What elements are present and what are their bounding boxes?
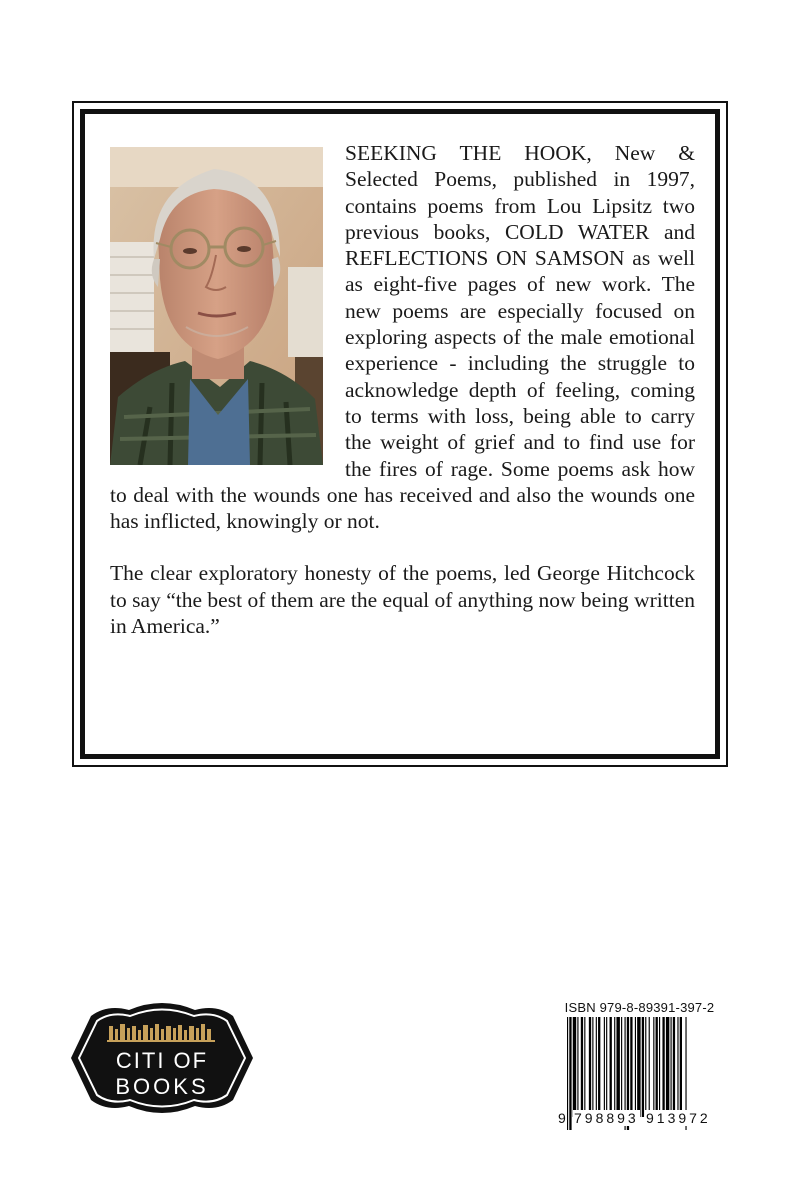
barcode-bar: [635, 1017, 636, 1117]
back-cover-blurb: [110, 140, 695, 639]
isbn-label: ISBN 979-8-89391-397-2: [564, 1000, 715, 1015]
barcode-bar: [614, 1017, 615, 1117]
barcode-bar: [596, 1017, 597, 1117]
barcode-bar: [573, 1017, 576, 1117]
barcode-bar: [584, 1017, 585, 1117]
barcode-bar: [606, 1017, 607, 1117]
barcode-bar: [656, 1017, 658, 1117]
barcode-bar: [645, 1017, 646, 1117]
logo-text-line-2: BOOKS: [115, 1074, 209, 1099]
barcode-bar: [621, 1017, 622, 1117]
barcode-bar: [577, 1017, 578, 1117]
blurb-paragraph-1: SEEKING THE HOOK, New & Selected Poems, published in 1997, contains poems from Lou Lipsitz two previous books, COLD WATER and REFLECTIONS ON SAMSON as well as eight-five pages of new work. The new poems are especially focused on exploring aspects of the male emotional experience - including the struggle to acknowledge depth of feeling, coming to terms with loss, being able to carry the weight of grief and to find use for the fires of rage. Some poems ask how to deal with the wounds one has received and also the wounds one has inflicted, knowingly or not.: [110, 141, 695, 534]
barcode-bar: [662, 1017, 664, 1117]
barcode-digit-lead: 9: [558, 1110, 566, 1126]
isbn-barcode-block: [557, 1000, 722, 1130]
barcode-bar: [637, 1017, 640, 1117]
barcode-bar: [653, 1017, 654, 1117]
barcode-bar: [642, 1017, 644, 1117]
barcode-bar: [677, 1017, 678, 1117]
barcode-bar: [610, 1017, 612, 1117]
barcode-digit-group-1: 798893: [574, 1110, 639, 1126]
barcode-bar: [598, 1017, 600, 1117]
blurb-paragraph-2: The clear exploratory honesty of the poems, led George Hitchcock to say “the best of them are the equal of anything now being written in America.”: [110, 561, 695, 639]
barcode-bar: [630, 1017, 632, 1117]
barcode-bar: [659, 1017, 660, 1117]
author-photo: [110, 147, 323, 465]
barcode-digits: [557, 1110, 722, 1130]
barcode-bar: [666, 1017, 669, 1117]
barcode-bar: [680, 1017, 682, 1117]
barcode-bar: [592, 1017, 593, 1117]
barcode-bar: [581, 1017, 583, 1117]
barcode-bar: [671, 1017, 672, 1117]
barcode-bar: [673, 1017, 675, 1117]
barcode-digit-group-2: 913972: [646, 1110, 711, 1126]
logo-text-line-1: CITI OF: [115, 1048, 209, 1073]
barcode-bar: [604, 1017, 605, 1117]
barcode-bar: [649, 1017, 650, 1117]
barcode-bar: [589, 1017, 591, 1117]
citi-of-books-logo: [67, 998, 257, 1118]
barcode-bar: [616, 1017, 619, 1117]
